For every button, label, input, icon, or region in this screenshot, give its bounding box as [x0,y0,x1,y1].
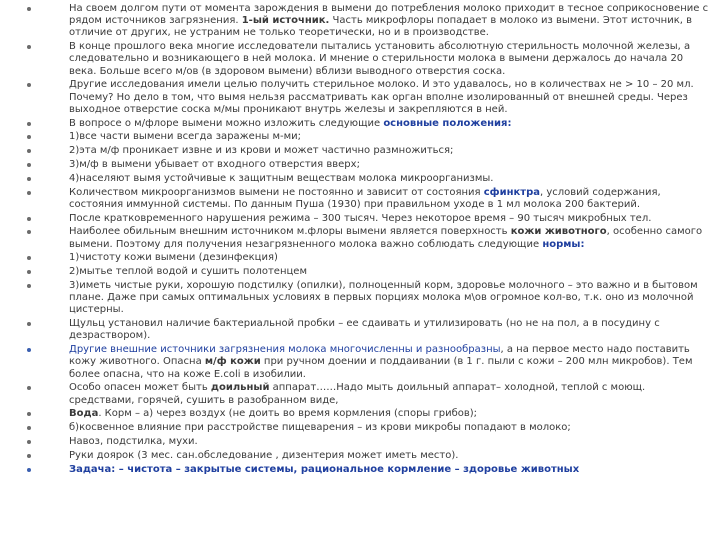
bullet-icon [27,163,31,167]
text-run: 1)чистоту кожи вымени (дезинфекция) [69,252,278,264]
list-item [27,173,710,185]
list-item [27,408,710,420]
text-run: Вода [69,408,99,420]
text-run: После кратковременного нарушения режима – 300 тысяч. Через некоторое время – 90 тысяч микробных тел. [69,212,652,224]
text-run: основные положения: [383,117,512,129]
list-item [27,450,710,462]
bullet-icon [27,149,31,153]
list-item [27,436,710,448]
text-run: Особо опасен может быть [69,382,211,394]
list-item [27,145,710,157]
bullet-icon [27,177,31,181]
bullet-icon [27,83,31,87]
bullet-icon [27,45,31,49]
text-run: аппарат……Надо мыть доильный аппарат– холодной, теплой с моющ. средствами, горячей, сушить в разобранном виде, [69,382,646,406]
list-item [27,422,710,434]
bullet-icon [27,386,31,390]
text-run: Количеством микроорганизмов вымени не постоянно и зависит от состояния [69,186,484,198]
text-run: кожи животного [510,226,607,238]
bullet-icon [27,284,31,288]
list-item [27,187,710,211]
text-run: 2)мытье теплой водой и сушить полотенцем [69,266,308,278]
list-item [27,213,710,225]
text-run: , условий содержания, состояния иммунной системы. По данным Пуша (1930) при правильном уходе в 1 мл молока 200 бактерий. [69,186,661,210]
bullet-icon [27,217,31,221]
text-run: Руки доярок (3 мес. сан.обследование , дизентерия может иметь место). [69,449,459,461]
bullet-icon [27,256,31,260]
text-run: при ручном доении и поддаивании (в 1 г. пыли с кожи – 200 млн микробов). Тем более опасна, что на коже E.coli в изобилии. [69,356,693,380]
bullet-icon [27,7,31,11]
text-run: 2)эта м/ф проникает извне и из крови и может частично размножиться; [69,145,454,157]
text-run: – чистота – закрытые системы, рациональное кормление – здоровье животных [115,463,580,475]
text-run: . Корм – а) через воздух (не доить во время кормления (споры грибов); [98,408,478,420]
list-item [27,3,710,40]
list-item [27,79,710,116]
text-run: В вопросе о м/флоре вымени можно изложить следующие [69,117,384,129]
list-item [27,252,710,264]
list-item [27,464,710,476]
bullet-icon [27,454,31,458]
text-run: Другие исследования имели целью получить стерильное молоко. И это удавалось, но в количествах не > 10 – 20 мл. Почему? Но дело в том, что вымя нельзя рассматривать как орган вполне изолированный от внешней среды. Через выходное отверстие соска м/мы проникают внутрь железы и закрепляются в ней. [69,79,694,115]
bullet-icon [27,412,31,416]
bullet-icon [27,426,31,430]
list-item [27,159,710,171]
text-run: Наиболее обильным внешним источником м.флоры вымени является поверхность [69,226,511,238]
text-run: нормы: [542,238,585,250]
bullet-icon [27,230,31,234]
bullet-icon [27,468,31,472]
text-run: Задача: [69,463,116,475]
text-run: 1)все части вымени всегда заражены м-ми; [69,131,302,143]
list-item [27,382,710,406]
text-run: Навоз, подстилка, мухи. [69,435,198,447]
text-run: Щульц установил наличие бактериальной пробки – ее сдаивать и утилизировать (но не на пол, а в посудину с дезраствором). [69,318,660,342]
bullet-icon [27,440,31,444]
text-run: Другие внешние источники загрязнения молока многочисленны и разнообразны [69,344,501,356]
text-run: Часть микрофлоры попадает в молоко из вымени. Этот источник, в отличие от других, не устраним не только теоретически, но и в производстве. [69,15,692,39]
list-item [27,226,710,250]
text-run: 3)м/ф в вымени убывает от входного отверстия вверх; [69,159,360,170]
text-run: На своем долгом пути от момента зарождения в вымени до потребления молоко приходит в тесное соприкосновение с рядом источников загрязнения. [69,3,709,27]
list-item [27,131,710,143]
text-run: 4)населяют вымя устойчивые к защитным веществам молока микроорганизмы. [69,172,494,184]
text-run: , а на первое место надо поставить кожу животного. Опасна [69,344,690,368]
list-item [27,344,710,381]
list-item [27,118,710,130]
bullet-icon [27,322,31,326]
bullet-icon [27,135,31,139]
list-item [27,266,710,278]
bullet-icon [27,348,31,352]
bullet-icon [27,270,31,274]
text-run: 3)иметь чистые руки, хорошую подстилку (опилки), полноценный корм, здоровье молочного – это важно и в бытовом плане. Даже при самых оптимальных условиях в первых порциях молока м\ов огромное кол-во, т.к. оно из молочной цистерны. [69,279,698,316]
text-run: , особенно самого вымени. Поэтому для получения незагрязненного молока важно соблюдать следующие [69,226,703,250]
bullet-list [27,3,710,476]
list-item [27,318,710,342]
list-item [27,41,710,78]
text-run: сфинктра [483,186,540,198]
list-item [27,280,710,317]
bullet-icon [27,122,31,126]
text-run: м/ф кожи [204,356,261,368]
bullet-icon [27,191,31,195]
text-run: доильный [210,382,270,394]
text-run: 1-ый источник. [241,15,330,27]
text-run: В конце прошлого века многие исследователи пытались установить абсолютную стерильность молочной железы, а следовательно и возникающего в ней молока. И мнение о стерильности молока в вымени держалось до начала 20 века. Больше всего м/ов (в здоровом вымени) вблизи выводного отверстия соска. [69,41,691,77]
text-run: б)косвенное влияние при расстройстве пищеварения – из крови микробы попадают в молоко; [69,422,571,434]
